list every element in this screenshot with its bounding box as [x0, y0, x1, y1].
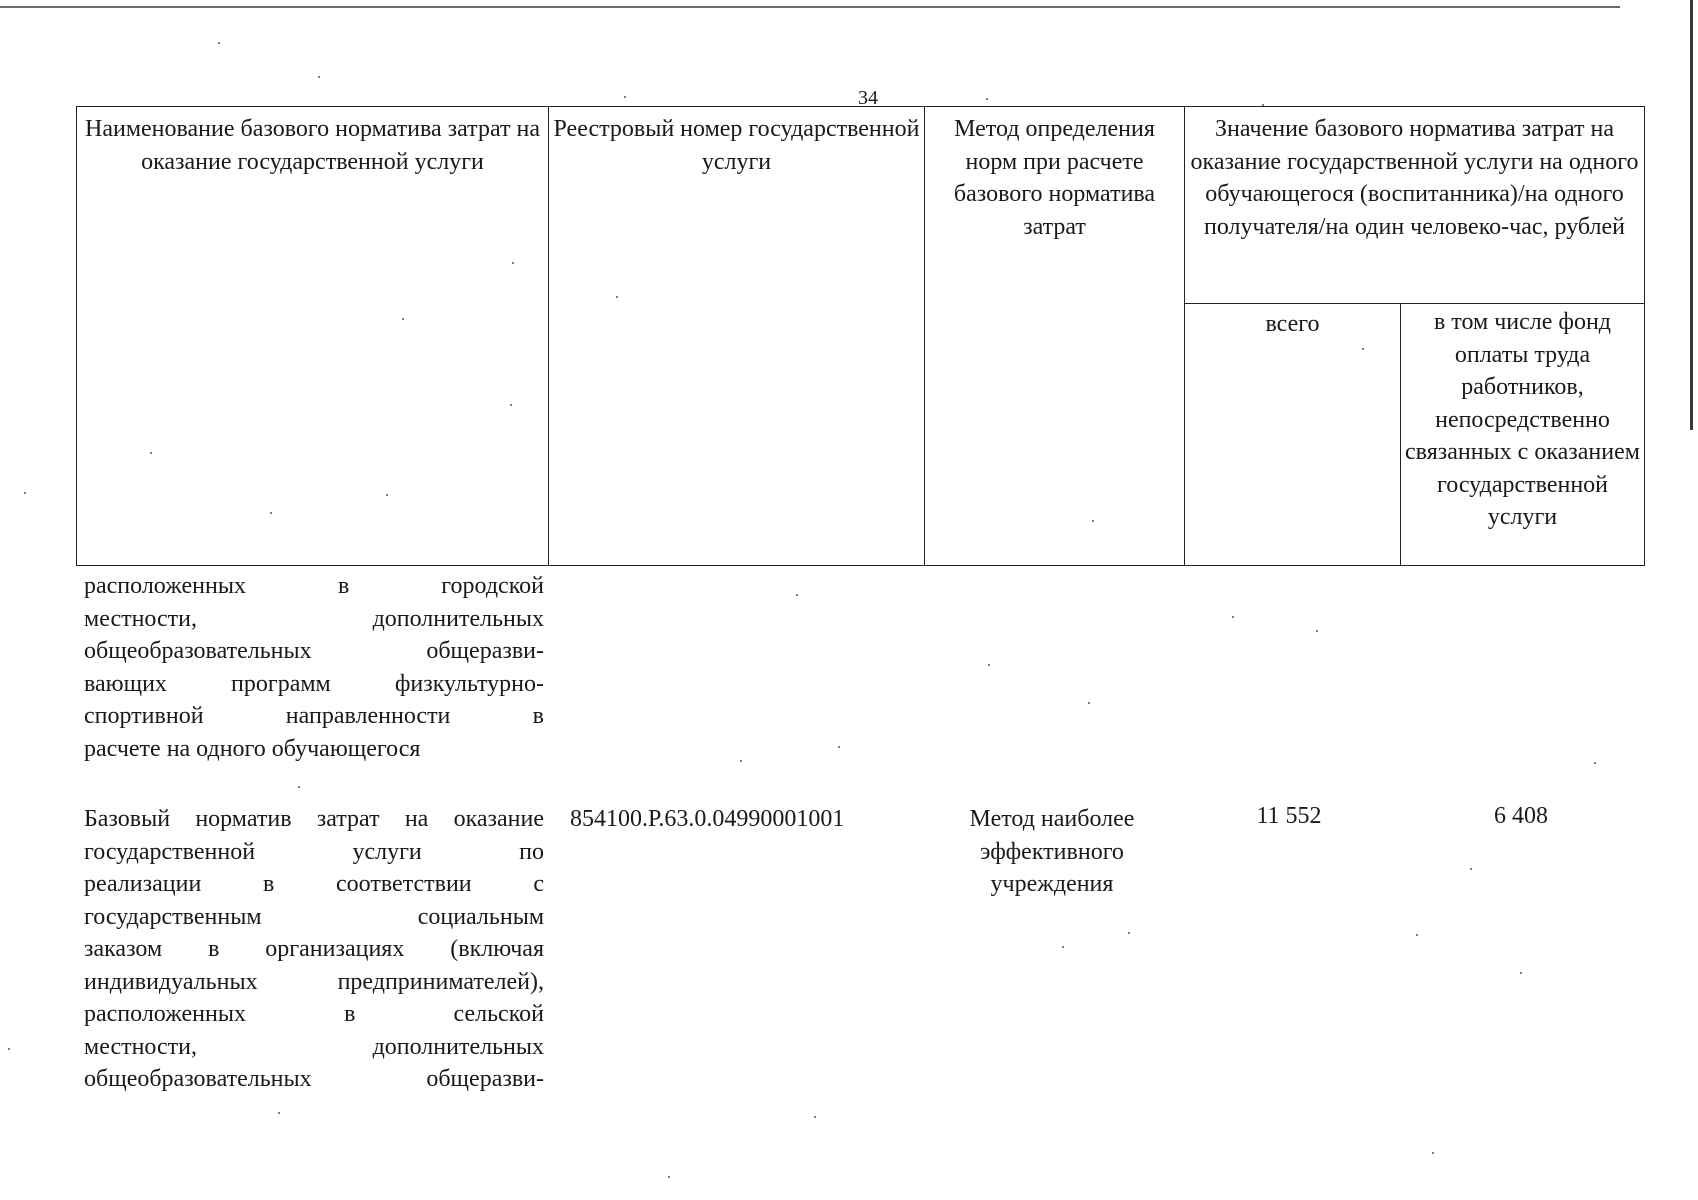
header-name-label: Наименование базового норматива затрат на оказание государственной услуги — [85, 116, 540, 175]
scan-speck — [988, 664, 990, 666]
continuation-text — [84, 570, 544, 765]
scan-speck — [1088, 702, 1090, 704]
scan-speck — [616, 296, 618, 298]
scan-speck — [1432, 1152, 1434, 1154]
scan-speck — [402, 318, 404, 320]
scan-speck — [218, 42, 220, 44]
continuation-line: расположенных в городской — [84, 573, 544, 599]
header-method-cell — [925, 107, 1185, 566]
row-fund-value: 6 408 — [1494, 803, 1548, 829]
scan-speck — [1594, 762, 1596, 764]
header-method-label: Метод определения норм при расчете базового норматива затрат — [953, 116, 1156, 240]
scan-speck — [1232, 616, 1234, 618]
row-name-line: заказом в организациях (включая — [84, 936, 544, 962]
scan-speck — [1092, 520, 1094, 522]
continuation-line: вающих программ физкультурно- — [84, 670, 544, 697]
scan-speck — [1128, 932, 1130, 934]
scan-speck — [740, 760, 742, 762]
header-fund-label: в том числе фонд оплаты труда работников, непосредственно связанных с оказанием государственной услуги — [1405, 309, 1640, 530]
scan-edge — [1690, 0, 1693, 430]
scan-speck — [1362, 348, 1364, 350]
row-name-line: индивидуальных предпринимателей), — [84, 968, 544, 995]
scan-speck — [318, 76, 320, 78]
header-total-label: всего — [1265, 311, 1320, 337]
header-total-cell — [1185, 304, 1401, 566]
scan-speck — [24, 492, 26, 494]
header-value-group-label: Значение базового норматива затрат на оказание государственной услуги на одного обучающегося (воспитанника)/на одного получателя/на один человеко-час, рублей — [1190, 116, 1639, 240]
row-method: Метод наиболее эффективного учреждения — [969, 806, 1135, 897]
header-registry-label: Реестровый номер государственной услуги — [553, 116, 920, 175]
scan-speck — [838, 746, 840, 748]
header-table — [76, 106, 1645, 566]
row-name-line: реализации в соответствии с — [84, 871, 544, 897]
continuation-line: местности, дополнительных — [84, 605, 544, 632]
scan-speck — [1520, 972, 1522, 974]
scan-speck — [510, 404, 512, 406]
row-registry-number: 854100.Р.63.0.04990001001 — [570, 806, 845, 832]
row-name-line: Базовый норматив затрат на оказание — [84, 806, 544, 832]
row-name-line: расположенных в сельской — [84, 1001, 544, 1027]
scan-speck — [986, 98, 988, 100]
row-name-line: государственным социальным — [84, 903, 544, 930]
scan-speck — [1470, 868, 1472, 870]
row-name-line: государственной услуги по — [84, 838, 544, 865]
continuation-line: общеобразовательных общеразви- — [84, 638, 544, 664]
scan-speck — [150, 452, 152, 454]
scan-speck — [1062, 946, 1064, 948]
continuation-line: спортивной направленности в — [84, 703, 544, 729]
top-rule — [0, 6, 1620, 8]
scan-speck — [796, 594, 798, 596]
scan-speck — [1416, 934, 1418, 936]
scan-speck — [270, 512, 272, 514]
page-number: 34 — [858, 87, 878, 109]
row-name-line: местности, дополнительных — [84, 1033, 544, 1060]
header-registry-cell — [549, 107, 925, 566]
scan-speck — [814, 1116, 816, 1118]
scan-speck — [624, 96, 626, 98]
scan-speck — [1262, 104, 1264, 106]
header-value-group-cell — [1185, 107, 1645, 304]
scan-speck — [512, 262, 514, 264]
scan-speck — [668, 1176, 670, 1178]
row-name-line: общеобразовательных общеразви- — [84, 1066, 544, 1092]
scan-speck — [298, 786, 300, 788]
scan-speck — [278, 1112, 280, 1114]
header-name-cell — [77, 107, 549, 566]
row-total-value: 11 552 — [1256, 803, 1322, 829]
header-fund-cell — [1401, 304, 1645, 566]
row-service-name — [84, 803, 544, 1096]
scan-speck — [386, 494, 388, 496]
continuation-line: расчете на одного обучающегося — [84, 735, 421, 762]
scan-speck — [8, 1048, 10, 1050]
scan-speck — [1316, 630, 1318, 632]
